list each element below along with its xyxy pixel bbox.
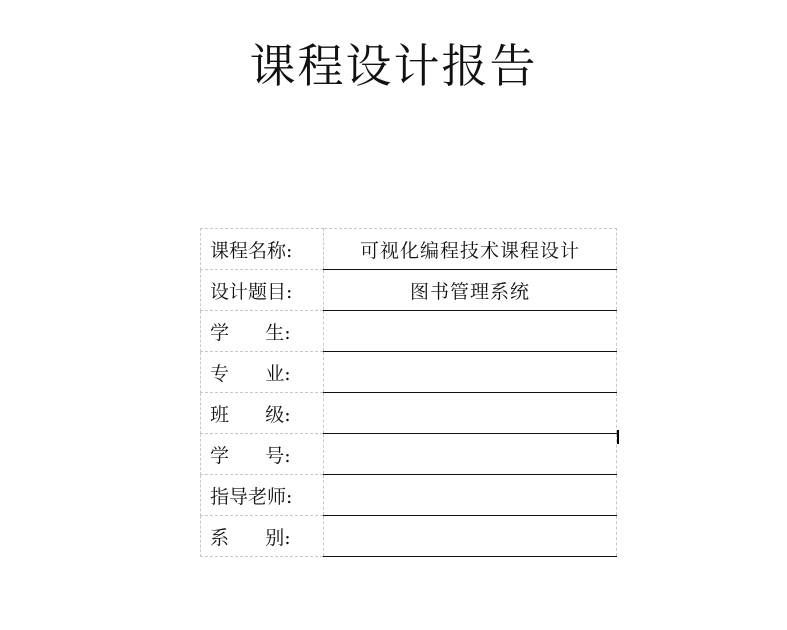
page-title: 课程设计报告 [249,39,538,93]
field-value-major-cell[interactable] [324,352,617,393]
field-value-advisor-cell[interactable] [324,475,617,516]
field-value-design-topic-cell[interactable] [324,270,617,311]
field-row-student-id [201,434,617,475]
field-label-class: 班 级: [210,404,291,426]
field-value-student-id-cell[interactable] [324,434,617,475]
field-label-course-name: 课程名称: [210,240,293,262]
field-row-advisor [201,475,617,516]
field-label-design-topic: 设计题目: [210,281,293,303]
field-value-student[interactable] [324,329,616,333]
field-value-class-cell[interactable] [324,393,617,434]
field-row-student [201,311,617,352]
field-value-design-topic[interactable]: 图书管理系统 [409,281,530,303]
field-label-student: 学 生: [210,322,291,344]
field-value-course-name[interactable]: 可视化编程技术课程设计 [359,240,580,262]
field-row-department [201,516,617,557]
field-value-class[interactable] [324,411,616,415]
field-value-student-cell[interactable] [324,311,617,352]
field-row-class [201,393,617,434]
field-label-student-id: 学 号: [210,445,291,467]
field-label-major: 专 业: [210,363,291,385]
field-label-advisor: 指导老师: [210,486,293,508]
field-row-major [201,352,617,393]
field-row-course-name [201,229,617,270]
field-value-department-cell[interactable] [324,516,617,557]
field-row-design-topic [201,270,617,311]
field-value-student-id[interactable] [324,452,616,456]
field-value-major[interactable] [324,370,616,374]
field-label-department: 系 别: [210,527,291,549]
field-value-course-name-cell[interactable] [324,229,617,270]
text-cursor [617,430,619,444]
field-value-department[interactable] [324,534,616,538]
cover-info-table [200,228,617,557]
field-value-advisor[interactable] [324,493,616,497]
